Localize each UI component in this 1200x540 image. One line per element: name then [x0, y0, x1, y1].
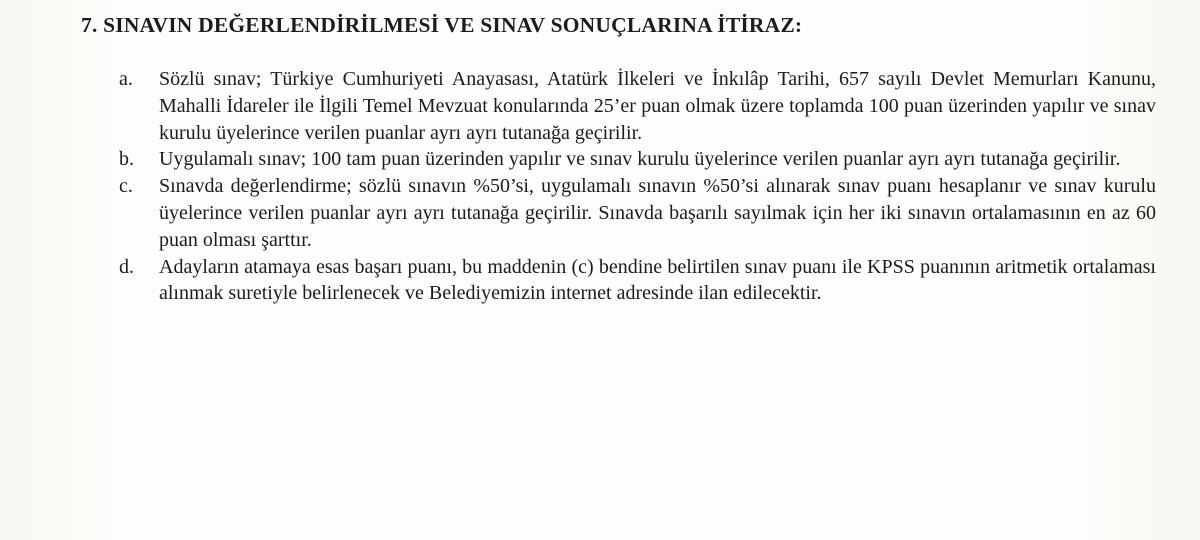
list-marker: a. — [119, 68, 133, 90]
list-item-text: Adayların atamaya esas başarı puanı, bu maddenin (c) bendine belirtilen sınav puanı ile KPSS puanının aritmetik ortalaması alınmak suretiyle belirlenecek ve Belediyemizin internet adresinde ilan edilecektir. — [159, 255, 1156, 305]
list-marker: d. — [119, 255, 134, 278]
list-item-b — [119, 146, 1156, 173]
list-marker: c. — [119, 175, 133, 198]
list-item-text: Sınavda değerlendirme; sözlü sınavın %50’si, uygulamalı sınavın %50’si alınarak sınav puanı hesaplanır ve sınav kurulu üyelerince verilen puanlar ayrı ayrı tutanağa geçirilir. Sınavda başarılı sayılmak için her iki sınavın ortalamasının en az 60 puan olması şarttır. — [159, 175, 1156, 251]
list-item-d — [119, 254, 1156, 308]
list-item-text: Uygulamalı sınav; 100 tam puan üzerinden yapılır ve sınav kurulu üyelerince verilen puanlar ayrı ayrı tutanağa geçirilir. — [159, 148, 1121, 171]
list-item-c — [119, 173, 1156, 253]
list-marker: b. — [119, 148, 134, 171]
section-heading: 7. SINAVIN DEĞERLENDİRİLMESİ VE SINAV SONUÇLARINA İTİRAZ: — [81, 13, 803, 37]
evaluation-list — [119, 66, 1156, 307]
list-item-a — [119, 66, 1156, 146]
list-item-text: Sözlü sınav; Türkiye Cumhuriyeti Anayasası, Atatürk İlkeleri ve İnkılâp Tarihi, 657 sayılı Devlet Memurları Kanunu, Mahalli İdareler ile İlgili Temel Mevzuat konularında 25’er puan olmak üzere toplamda 100 puan üzerinden yapılır ve sınav kurulu üyelerince verilen puanlar ayrı ayrı tutanağa geçirilir. — [159, 68, 1156, 144]
